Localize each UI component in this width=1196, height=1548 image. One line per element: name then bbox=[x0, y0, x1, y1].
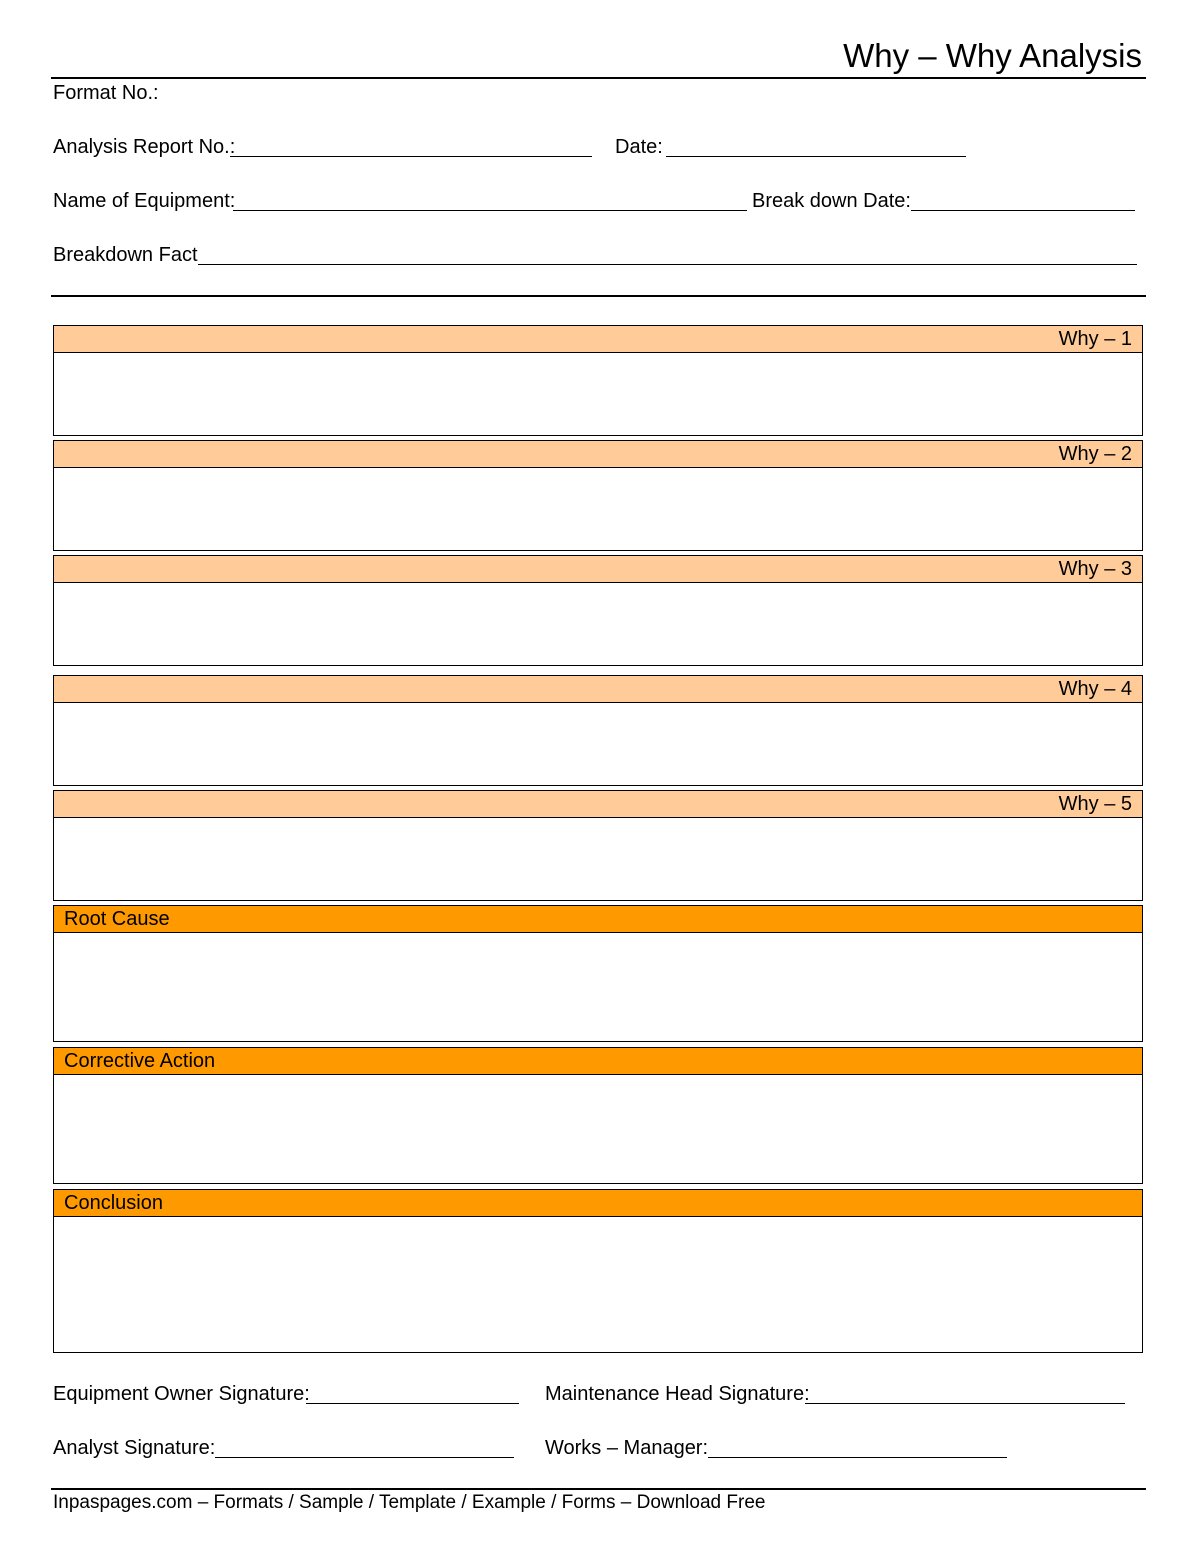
analyst-signature-line[interactable] bbox=[215, 1457, 514, 1458]
root-cause-header: Root Cause bbox=[54, 906, 1142, 933]
root-cause-box[interactable] bbox=[53, 905, 1143, 1042]
corrective-action-box[interactable] bbox=[53, 1047, 1143, 1184]
why-1-box[interactable] bbox=[53, 325, 1143, 436]
analysis-report-no-line[interactable] bbox=[230, 156, 592, 157]
why-4-header: Why – 4 bbox=[54, 676, 1142, 703]
equipment-owner-signature-line[interactable] bbox=[306, 1403, 519, 1404]
maintenance-head-signature-line[interactable] bbox=[805, 1403, 1125, 1404]
footer-divider bbox=[51, 1488, 1146, 1490]
why-1-header: Why – 1 bbox=[54, 326, 1142, 353]
why-2-header: Why – 2 bbox=[54, 441, 1142, 468]
works-manager-label: Works – Manager: bbox=[545, 1437, 709, 1459]
breakdown-fact-label: Breakdown Fact bbox=[53, 244, 198, 266]
works-manager-line[interactable] bbox=[708, 1457, 1007, 1458]
why-4-box[interactable] bbox=[53, 675, 1143, 786]
why-3-box[interactable] bbox=[53, 555, 1143, 666]
why-5-box[interactable] bbox=[53, 790, 1143, 901]
conclusion-box[interactable] bbox=[53, 1189, 1143, 1353]
analysis-report-no-label: Analysis Report No.: bbox=[53, 136, 236, 158]
why-2-box[interactable] bbox=[53, 440, 1143, 551]
date-line[interactable] bbox=[666, 156, 966, 157]
date-label: Date: bbox=[615, 136, 663, 158]
header-divider bbox=[51, 295, 1146, 297]
format-no-label: Format No.: bbox=[53, 82, 159, 104]
name-of-equipment-line[interactable] bbox=[233, 210, 747, 211]
equipment-owner-signature-label: Equipment Owner Signature: bbox=[53, 1383, 310, 1405]
breakdown-date-label: Break down Date: bbox=[752, 190, 911, 212]
conclusion-header: Conclusion bbox=[54, 1190, 1142, 1217]
breakdown-fact-line[interactable] bbox=[198, 264, 1137, 265]
why-5-header: Why – 5 bbox=[54, 791, 1142, 818]
name-of-equipment-label: Name of Equipment: bbox=[53, 190, 236, 212]
why-3-header: Why – 3 bbox=[54, 556, 1142, 583]
footer-text: Inpaspages.com – Formats / Sample / Template / Example / Forms – Download Free bbox=[53, 1492, 766, 1513]
analyst-signature-label: Analyst Signature: bbox=[53, 1437, 216, 1459]
page-title: Why – Why Analysis bbox=[843, 37, 1142, 74]
maintenance-head-signature-label: Maintenance Head Signature: bbox=[545, 1383, 810, 1405]
corrective-action-header: Corrective Action bbox=[54, 1048, 1142, 1075]
title-divider bbox=[51, 77, 1146, 79]
breakdown-date-line[interactable] bbox=[911, 210, 1135, 211]
